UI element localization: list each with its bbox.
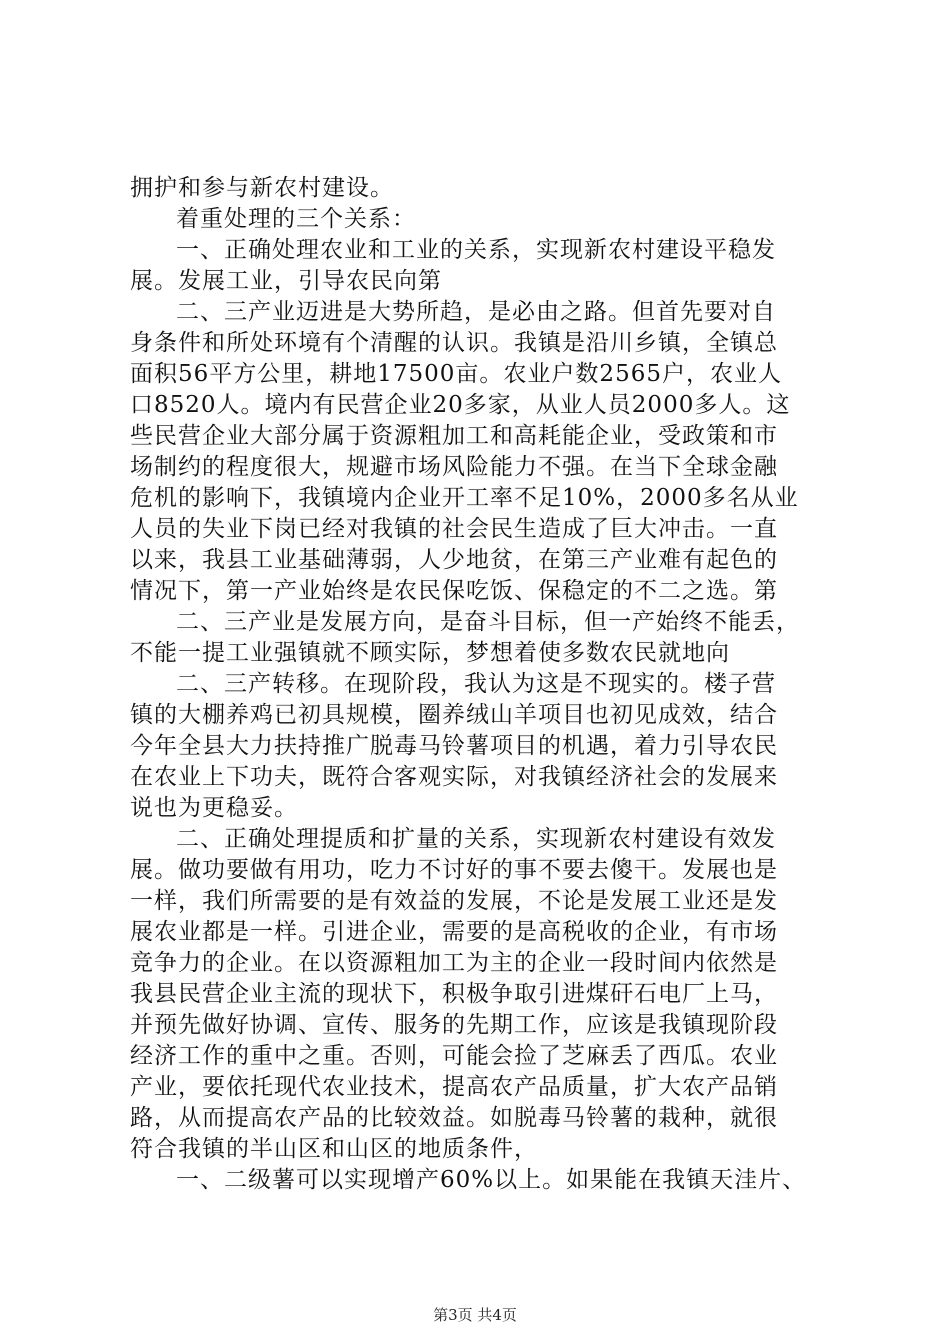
text-line: 身条件和所处环境有个清醒的认识。我镇是沿川乡镇，全镇总	[130, 330, 778, 356]
text-line: 今年全县大力扶持推广脱毒马铃薯项目的机遇，着力引导农民	[130, 733, 778, 759]
text-line: 二、三产业是发展方向，是奋斗目标，但一产始终不能丢，	[176, 609, 800, 635]
text-line: 口8520人。境内有民营企业20多家，从业人员2000多人。这	[130, 392, 791, 418]
text-line: 拥护和参与新农村建设。	[130, 175, 394, 201]
text-line: 产业，要依托现代农业技术，提高农产品质量，扩大农产品销	[130, 1074, 778, 1100]
text-line: 我县民营企业主流的现状下，积极争取引进煤矸石电厂上马，	[130, 981, 778, 1007]
text-line: 一、正确处理农业和工业的关系，实现新农村建设平稳发	[176, 237, 776, 263]
document-body	[130, 173, 835, 1196]
text-line: 说也为更稳妥。	[130, 795, 298, 821]
text-line: 展农业都是一样。引进企业，需要的是高税收的企业，有市场	[130, 919, 778, 945]
text-line: 场制约的程度很大，规避市场风险能力不强。在当下全球金融	[130, 454, 778, 480]
text-line: 并预先做好协调、宣传、服务的先期工作，应该是我镇现阶段	[130, 1012, 778, 1038]
text-line: 人员的失业下岗已经对我镇的社会民生造成了巨大冲击。一直	[130, 516, 778, 542]
text-line: 二、三产转移。在现阶段，我认为这是不现实的。楼子营	[176, 671, 776, 697]
text-line: 路，从而提高农产品的比较效益。如脱毒马铃薯的栽种，就很	[130, 1105, 778, 1131]
text-line: 二、三产业迈进是大势所趋，是必由之路。但首先要对自	[176, 299, 776, 325]
page-footer: 第3页 共4页	[433, 1306, 517, 1324]
text-line: 危机的影响下，我镇境内企业开工率不足10%，2000多名从业	[130, 485, 799, 511]
text-line: 在农业上下功夫，既符合客观实际，对我镇经济社会的发展来	[130, 764, 778, 790]
text-line: 符合我镇的半山区和山区的地质条件，	[130, 1136, 538, 1162]
text-line: 些民营企业大部分属于资源粗加工和高耗能企业，受政策和市	[130, 423, 778, 449]
text-line: 镇的大棚养鸡已初具规模，圈养绒山羊项目也初见成效，结合	[130, 702, 778, 728]
text-line: 情况下，第一产业始终是农民保吃饭、保稳定的不二之选。第	[130, 578, 778, 604]
text-line: 一、二级薯可以实现增产60%以上。如果能在我镇天洼片、	[176, 1167, 807, 1193]
text-line: 着重处理的三个关系：	[176, 206, 416, 232]
text-line: 竞争力的企业。在以资源粗加工为主的企业一段时间内依然是	[130, 950, 778, 976]
text-line: 一样，我们所需要的是有效益的发展，不论是发展工业还是发	[130, 888, 778, 914]
text-line: 二、正确处理提质和扩量的关系，实现新农村建设有效发	[176, 826, 776, 852]
text-line: 不能一提工业强镇就不顾实际，梦想着使多数农民就地向	[130, 640, 730, 666]
text-line: 展。做功要做有用功，吃力不讨好的事不要去傻干。发展也是	[130, 857, 778, 883]
text-line: 面积56平方公里，耕地17500亩。农业户数2565户，农业人	[130, 361, 782, 387]
text-line: 以来，我县工业基础薄弱，人少地贫，在第三产业难有起色的	[130, 547, 778, 573]
text-line: 经济工作的重中之重。否则，可能会捡了芝麻丢了西瓜。农业	[130, 1043, 778, 1069]
text-line: 展。发展工业，引导农民向第	[130, 268, 442, 294]
